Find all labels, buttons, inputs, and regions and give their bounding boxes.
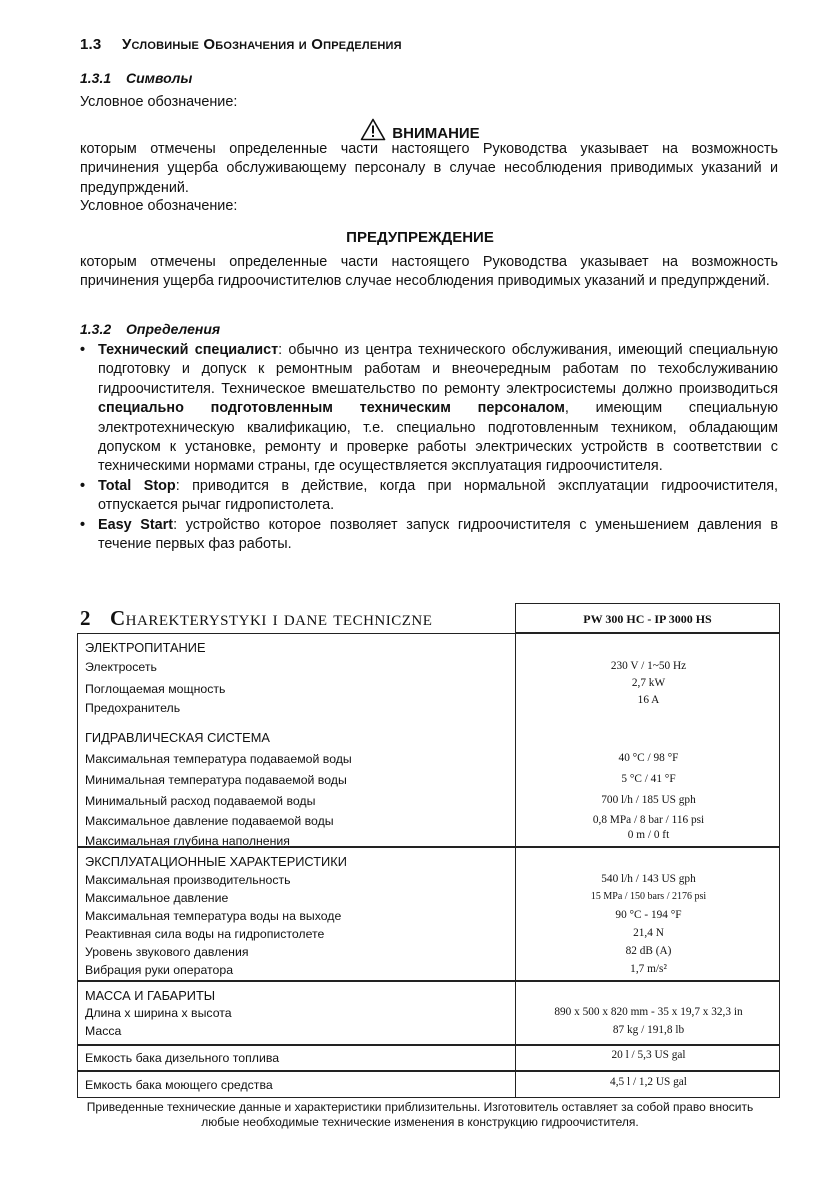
row-value: 5 °C / 41 °F [621,773,676,785]
row-label: Максимальная температура подаваемой воды [85,752,352,766]
row-value: 230 V / 1~50 Hz [610,660,687,672]
row-label: Максимальное давление [85,891,229,905]
row-value: 1,7 m/s² [630,963,667,975]
row-label: Поглощаемая мощность [85,682,226,696]
section-1-3-heading [80,36,402,53]
definition-text: : устройство которое позволяет запуск гидроочистителя с уменьшением давления в течение первых фаз работы. [98,516,778,553]
definitions-list [80,341,778,554]
row-value: 540 l/h / 143 US gph [601,873,696,885]
spec-group-power-hydraulic [77,633,780,847]
spec-group-dimensions [77,981,780,1045]
symbol-intro-2: Условное обозначение: [80,198,238,214]
subsection-title: Определения [126,321,221,337]
definition-term: Total Stop [98,477,176,494]
row-value: 0,8 MPa / 8 bar / 116 psi [592,814,705,826]
section-1-3-1-heading [80,70,192,86]
row-value: 16 A [637,694,660,706]
row-value: 2,7 kW [631,677,666,689]
row-value: 890 x 500 x 820 mm - 35 x 19,7 x 32,3 in [554,1006,743,1018]
warning-heading: ПРЕДУПРЕЖДЕНИЕ [346,229,494,246]
row-label: Минимальная температура подаваемой воды [85,773,347,787]
footnote [0,1100,840,1130]
row-value: 4,5 l / 1,2 US gal [610,1076,687,1088]
row-value: 21,4 N [633,927,664,939]
row-label: Вибрация руки оператора [85,963,234,977]
definition-term: Технический специалист [98,342,279,358]
model-header: PW 300 HC - IP 3000 HS [515,603,780,633]
section-number: 1.3 [80,36,102,53]
row-label: Предохранитель [85,701,181,715]
row-label: Реактивная сила воды на гидропистолете [85,927,325,941]
row-value: 82 dB (A) [625,945,672,957]
subsection-title: Символы [126,70,193,86]
row-value: 15 MPa / 150 bars / 2176 psi [590,891,707,902]
row-label: Минимальный расход подаваемой воды [85,794,316,808]
row-label: Емкость бака моющего средства [85,1078,273,1092]
row-value: 40 °C / 98 °F [618,752,679,764]
group-title: ЭКСПЛУАТАЦИОННЫЕ ХАРАКТЕРИСТИКИ [85,854,347,869]
definition-item [80,341,778,477]
row-label: Максимальное давление подаваемой воды [85,814,334,828]
definition-term: Easy Start [98,516,174,533]
subsection-number: 1.3.2 [80,321,112,337]
row-label: Максимальная температура воды на выходе [85,909,342,923]
row-label: Уровень звукового давления [85,945,249,959]
row-label: Максимальная производительность [85,873,291,887]
group-title: ГИДРАВЛИЧЕСКАЯ СИСТЕМА [85,730,270,745]
group-title: МАССА И ГАБАРИТЫ [85,988,216,1003]
row-label: Длина х ширина х высота [85,1006,232,1020]
row-value: 20 l / 5,3 US gal [611,1049,686,1061]
group-title: ЭЛЕКТРОПИТАНИЕ [85,640,206,655]
spec-group-detergent-tank [77,1071,780,1098]
section-title: Charekterystyki i dane techniczne [110,606,433,630]
subsection-number: 1.3.1 [80,70,112,86]
definition-text-continued: , имеющим специальную электротехническую квалификацию, т.е. специально подготовленным техником, обладающим допуском к установке, ремонту и проверке работы электрических устройств в соответствии с техническими нормами страны, где осуществляется эксплуатация гидроочистителя. [98,400,778,475]
warning-text: которым отмечены определенные части настоящего Руководства указывает на возможность причинения ущерба гидроочистителюв случае несоблюдения приводимых указаний и предупрждений. [80,254,778,290]
row-value: 87 kg / 191,8 lb [612,1024,685,1036]
section-number: 2 [80,606,91,630]
row-label: Масса [85,1024,122,1038]
row-value: 90 °C - 194 °F [615,909,682,921]
definition-text: : приводится в действие, когда при нормальной эксплуатации гидроочистителя, отпускается рычаг гидропистолета. [98,477,779,514]
row-value: 700 l/h / 185 US gph [601,794,696,806]
row-value: 0 m / 0 ft [627,829,670,841]
section-title: Условиные Обозначения и Определения [122,36,402,53]
attention-label: ВНИМАНИЕ [392,125,480,142]
definition-item [80,477,778,516]
section-1-3-2-heading [80,321,220,337]
symbol-intro-1: Условное обозначение: [80,94,238,110]
footnote-text: Приведенные технические данные и характеристики приблизительны. Изготовитель оставляет за собой право вносить любые необходимые технические изменения в конструкцию гидроочистителя. [86,1100,754,1129]
definition-text: : обычно из центра технического обслуживания, имеющий специальную подготовку и допуск к ремонтным работам и внеочередным работам по техобслуживанию гидроочистителя. Техническое вмешательство по ремонту электросистемы должно производиться [98,342,778,397]
row-label: Электросеть [85,660,157,674]
row-label: Максимальная глубина наполнения [85,834,290,848]
row-label: Емкость бака дизельного топлива [85,1051,280,1065]
attention-text: которым отмечены определенные части настоящего Руководства указывает на возможность причинения ущерба обслуживающему персоналу в случае несоблюдения приводимых указаний и предупрждений. [80,141,778,196]
definition-emphasis: специально подготовленным техническим персоналом [98,400,565,417]
spec-group-performance [77,847,780,981]
section-2-heading [80,606,432,631]
definition-item [80,516,778,555]
spec-group-fuel-tank [77,1045,780,1071]
